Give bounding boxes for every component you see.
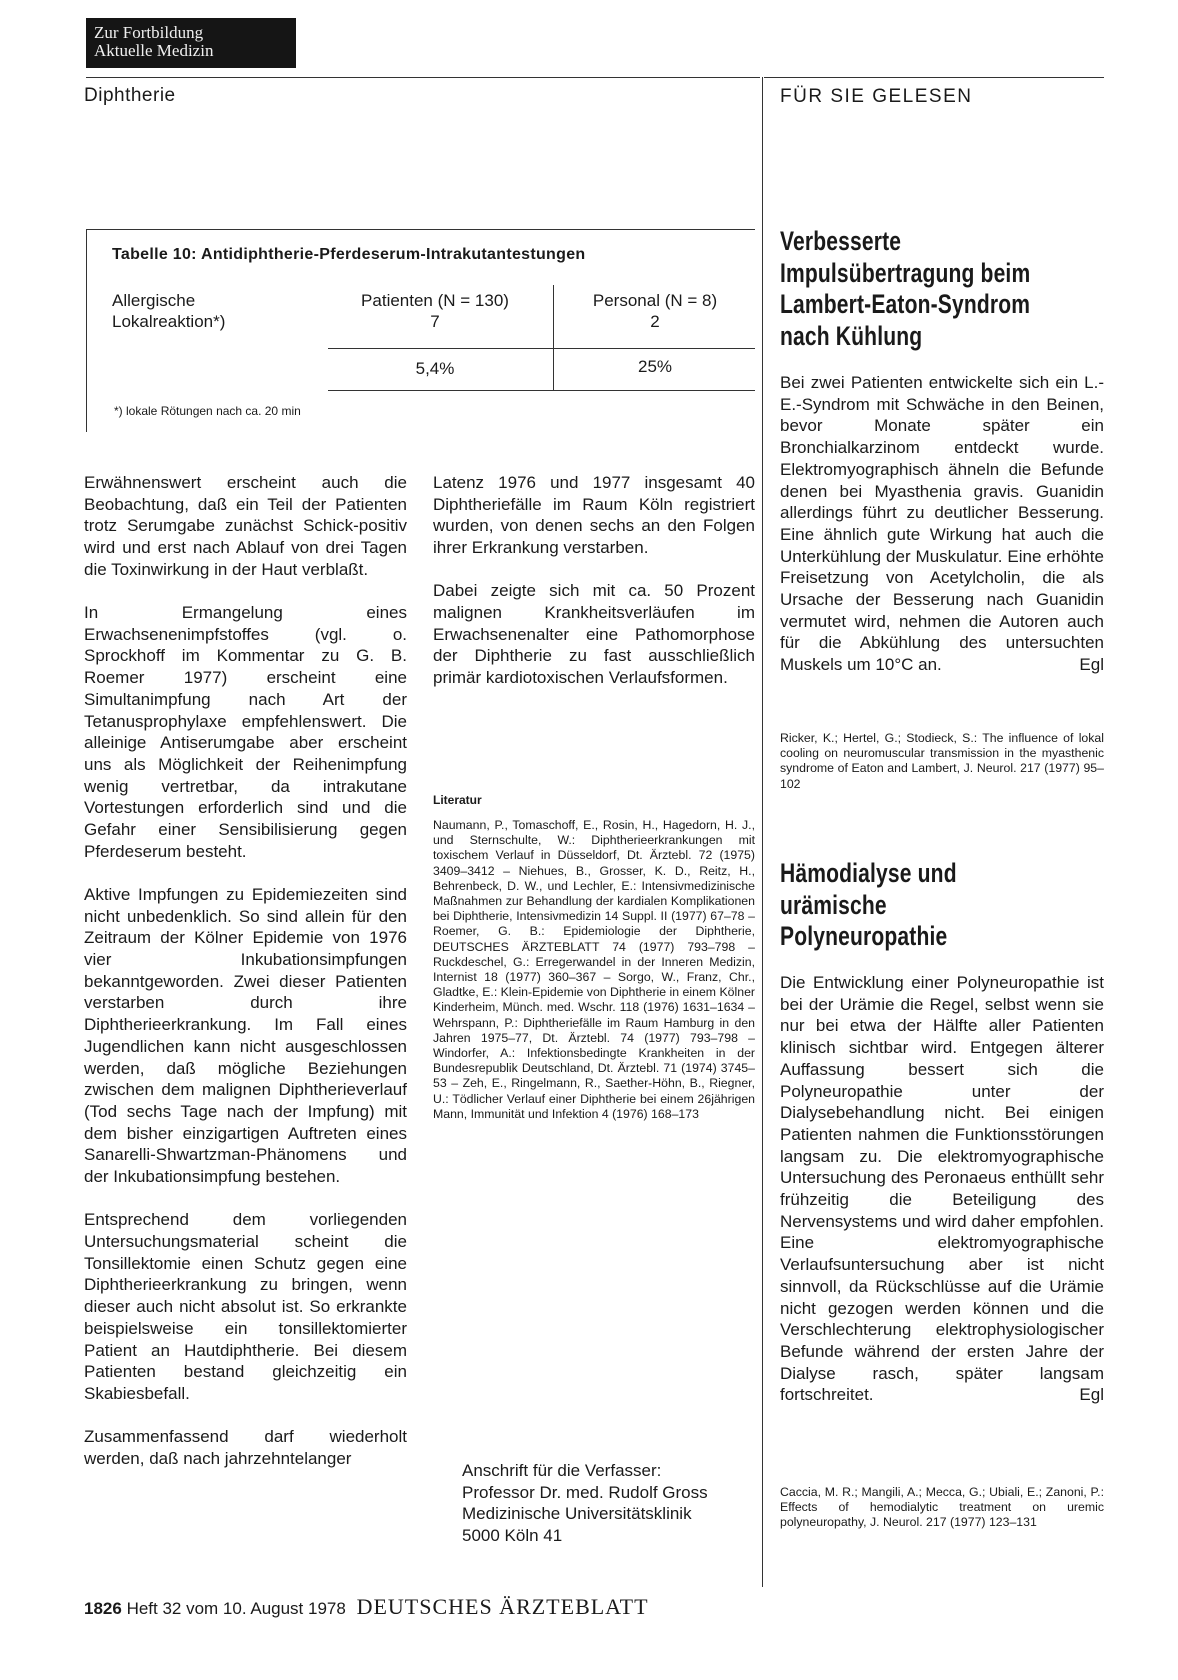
issue-info: Heft 32 vom 10. August 1978 [126,1599,346,1618]
article-1-body [780,372,1104,676]
middle-column-text [433,472,755,710]
table-col-personal-header: Personal (N = 8) [592,291,718,310]
paragraph: Erwähnenswert erscheint auch die Beobachtung, daß ein Teil der Patienten trotz Serumgabe zunächst Schick-positiv wird und erst nach Ablauf von drei Tagen die Toxinwirkung in der Haut verblaßt. [84,473,407,579]
table-personal-percent: 25% [637,357,673,376]
badge-line-1: Zur Fortbildung [94,23,204,42]
article-2-body [780,972,1104,1406]
header-rule-left [86,77,760,78]
table-col-patients-count: 7 [430,312,440,331]
journal-name: DEUTSCHES ÄRZTEBLATT [356,1594,649,1619]
table-row-label-line-2: Lokalreaktion*) [112,312,226,331]
paragraph: Latenz 1976 und 1977 insgesamt 40 Diphtheriefälle im Raum Köln registriert wurden, von denen sechs an den Folgen ihrer Erkrankung verstarben. [433,473,755,558]
article-1-title-line-1: Verbesserte [780,226,902,256]
table-row-label [112,290,225,332]
article-2-signature: Egl [1079,1385,1104,1405]
table-col-patients [330,290,540,332]
table-footnote: *) lokale Rötungen nach ca. 20 min [114,404,301,418]
article-1-title-line-2: Impulsübertragung beim [780,257,1031,288]
column-divider [762,77,763,1587]
table-col-personal [555,290,755,332]
article-2-reference: Caccia, M. R.; Mangili, A.; Mecca, G.; Ubiali, E.; Zanoni, P.: Effects of hemodialytic treatment on uremic polyneuropathy, J. Neurol. 217 (1977) 123–131 [780,1485,1104,1530]
address-line-4: 5000 Köln 41 [462,1525,563,1545]
table-title: Tabelle 10: Antidiphtherie-Pferdeserum-Intrakutantestungen [112,246,586,263]
address-line-1: Anschrift für die Verfasser: [462,1461,662,1480]
page-footer [84,1594,649,1620]
article-1-title-line-4: nach Kühlung [780,320,923,351]
article-1-reference: Ricker, K.; Hertel, G.; Stodieck, S.: The influence of lokal cooling on neuromuscular transmission in the myasthenic syndrome of Eaton and Lambert, J. Neurol. 217 (1977) 95–102 [780,731,1104,791]
article-1-text: Bei zwei Patienten entwickelte sich ein L.-E.-Syndrom mit Schwäche in den Beinen, bevor Monate später ein Bronchialkarzinom entdeckt wurde. Elektromyographisch ähneln die Befunde denen bei Myasthenia gravis. Guanidin allerdings führt zu deutlicher Besserung. Eine ähnlich gute Wirkung hat auch die Unterkühlung der Muskulatur. Eine erhöhte Freisetzung von Acetylcholin, die als Ursache der Besserung nach Guanidin vermutet wird, nehmen die Autoren auch für die Abkühlung des untersuchten Muskels um 10°C an. [780,373,1104,675]
address-line-3: Medizinische Universitätsklinik [462,1504,692,1523]
article-1-signature: Egl [1079,655,1104,675]
section-badge [86,18,296,68]
article-1-title-line-3: Lambert-Eaton-Syndrom [780,289,1031,319]
header-rule-right [764,77,1104,78]
paragraph: Zusammenfassend darf wiederholt werden, daß nach jahrzehntelanger [84,1427,407,1468]
table-row-label-line-1: Allergische [112,291,196,310]
left-column-text [84,472,407,1491]
article-2-title-line-3: Polyneuropathie [780,921,948,951]
table-col-patients-header: Patienten (N = 130) [361,291,509,310]
address-line-2: Professor Dr. med. Rudolf Gross [462,1482,708,1502]
table-rule-mid [328,348,755,349]
article-2-title [780,858,957,953]
paragraph: Aktive Impfungen zu Epidemiezeiten sind nicht unbedenklich. So sind allein für den Zeitraum der Kölner Epidemie von 1976 vier Inkubationsimpfungen bekanntgeworden. Zwei dieser Patienten verstarben durch ihre Diphtherieerkrankung. Im Fall eines Jugendlichen kann nicht ausgeschlossen werden, daß mögliche Beziehungen zwischen dem malignen Diphtherieverlauf (Tod sechs Tage nach der Impfung) mit dem bisher einzigartigen Auftreten eines Sanarelli-Shwartzman-Phänomens und der Inkubationsimpfung bestehen. [84,884,407,1187]
table-col-divider [553,285,554,390]
section-title-right: FÜR SIE GELESEN [780,86,973,107]
section-title-left: Diphtherie [84,85,176,106]
article-2-title-line-1: Hämodialyse und [780,858,957,888]
author-address [462,1460,762,1546]
page-number: 1826 [84,1599,122,1618]
article-2-text: Die Entwicklung einer Polyneuropathie ist bei der Urämie die Regel, selbst wenn sie nur bei etwa der Hälfte aller Patienten klinisch sichtbar wird. Entgegen älterer Auffassung bessert sich die Polyneuropathie unter der Dialysebehandlung nicht. Bei einigen Patienten nahmen die Funktionsstörungen langsam zu. Die elektromyographische Untersuchung des Peronaeus enthüllt sehr frühzeitig die Beteiligung des Nervensystems und wird daher empfohlen. Eine elektromyographische Verlaufsuntersuchung aber ist nicht sinnvoll, da Rückschlüsse auf die Urämie nicht gezogen werden können und die Verschlechterung elektrophysiologischer Befunde während der ersten Jahre der Dialyse rasch, später langsam fortschreitet. [780,973,1104,1405]
paragraph: Dabei zeigte sich mit ca. 50 Prozent malignen Krankheitsverläufen im Erwachsenenalter eine Pathomorphose der Diphtherie zu fast ausschließlich primär kardiotoxischen Verlaufsformen. [433,581,755,688]
table-patients-percent: 5,4% [415,359,455,378]
paragraph: Entsprechend dem vorliegenden Untersuchungsmaterial scheint die Tonsillektomie einen Schutz gegen eine Diphtherieerkrankung zu bringen, wenn dieser auch nicht absolut ist. So erkrankte beispielsweise ein tonsillektomierter Patient an Hautdiphtherie. Bei diesem Patienten bestand gleichzeitig ein Skabiesbefall. [84,1210,407,1403]
article-1-title [780,226,1030,352]
paragraph: In Ermangelung eines Erwachsenenimpfstoffes (vgl. o. Sprockhoff im Kommentar zu G. B. Roemer 1977) erscheint eine Simultanimpfung nach Art der Tetanusprophylaxe empfehlenswert. Die alleinige Antiserumgabe aber erscheint uns als Möglichkeit der Reihenimpfung wenig vertretbar, da intrakutane Vortestungen erforderlich sind und die Gefahr einer Sensibilisierung gegen Pferdeserum besteht. [84,603,407,861]
table-rule-bottom [328,390,755,391]
article-2-title-line-2: urämische [780,889,887,920]
literature-list: Naumann, P., Tomaschoff, E., Rosin, H., Hagedorn, H. J., und Sternschulte, W.: Diphtherieerkrankungen mit toxischem Verlauf in Düsseldorf, Dt. Ärztebl. 72 (1975) 3409–3412 – Niehues, B., Grosser, K. D., Reitz, H., Behrenbeck, D. W., und Lechler, E.: Intensivmedizinische Maßnahmen zur Behandlung der kardialen Komplikationen bei Diphtherie, Intensivmedizin 14 Suppl. II (1977) 67–78 – Roemer, G. B.: Epidemiologie der Diphtherie, DEUTSCHES ÄRZTEBLATT 74 (1977) 793–798 – Ruckdeschel, G.: Erregerwandel in der Inneren Medizin, Internist 18 (1977) 360–367 – Sorgo, W., Franz, Chr., Gladtke, E.: Klein-Epidemie von Diphtherie in einem Kölner Kinderheim, Münch. med. Wschr. 118 (1976) 1631–1634 – Wehrspann, P.: Diphtheriefälle im Raum Hamburg in den Jahren 1975–77, Dt. Ärztebl. 74 (1977) 793–798 – Windorfer, A.: Infektionsbedingte Krankheiten in der Bundesrepublik Deutschland, Dt. Ärztebl. 71 (1974) 3745–53 – Zeh, E., Ringelmann, R., Saether-Höhn, B., Riegner, U.: Tödlicher Verlauf einer Diphtherie bei einem 26jährigen Mann, Immunität und Infektion 4 (1976) 168–173 [433,818,755,1121]
badge-line-2: Aktuelle Medizin [94,41,214,60]
literature-heading: Literatur [433,793,482,807]
table-col-personal-count: 2 [650,312,660,331]
